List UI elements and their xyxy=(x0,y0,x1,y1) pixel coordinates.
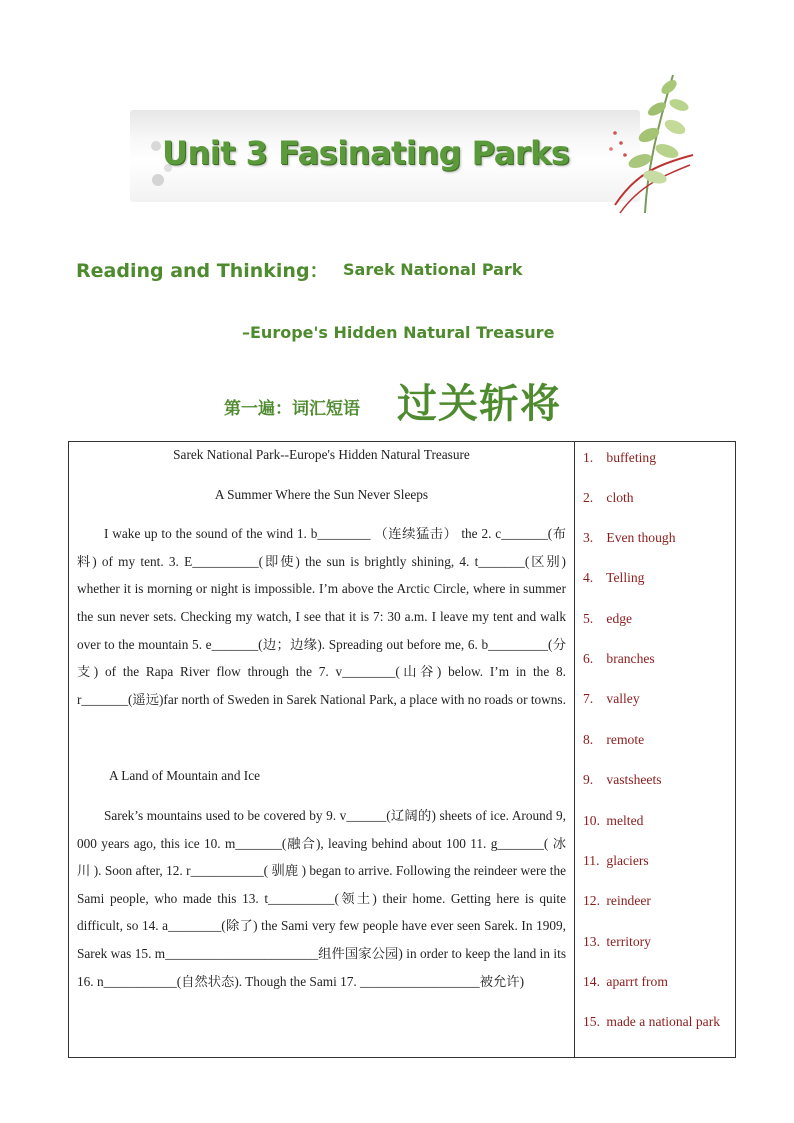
answer-item: 6. branches xyxy=(583,651,655,666)
exercise-table xyxy=(68,441,736,1058)
page-title: Unit 3 Fasinating Parks xyxy=(162,134,570,172)
answer-item: 14. aparrt from xyxy=(583,974,668,989)
section-heading-reading: Reading and Thinking： xyxy=(76,260,329,282)
answer-item: 12. reindeer xyxy=(583,893,651,908)
passage-subtitle-1: A Summer Where the Sun Never Sleeps xyxy=(214,486,429,502)
answer-column xyxy=(575,442,735,1057)
answer-item: 3. Even though xyxy=(583,530,676,545)
passage-title: Sarek National Park--Europe's Hidden Natural Treasure xyxy=(173,447,470,462)
passage-column xyxy=(69,442,575,1057)
answer-item: 10. melted xyxy=(583,813,644,828)
answer-item: 13. territory xyxy=(583,934,651,949)
answer-item: 5. edge xyxy=(583,611,633,626)
answer-item: 7. valley xyxy=(583,691,640,706)
answer-item: 9. vastsheets xyxy=(583,772,662,787)
passage-paragraph-1: I wake up to the sound of the wind 1. b________ （连续猛击） the 2. c_______(布料) of my tent. 3. E__________(即使) the sun is brightly shining, 4. t_______(区别) whether it is morning or night is impossible. I’m above the Arctic Circle, where in summer the sun never sets. Checking my watch, I see that it is 7: 30 a.m. I leave my tent and walk over to the mountain 5. e_______(边；边缘). Spreading out before me, 6. b_________(分支) of the Rapa River flow through the 7. v________(山谷) below. I’m in the 8. r_______(遥远)far north of Sweden in Sarek National Park, a place with no roads or towns. xyxy=(77,526,566,707)
unit-banner xyxy=(130,100,685,212)
section-heading-europe: –Europe's Hidden Natural Treasure xyxy=(242,323,555,342)
answer-item: 1. buffeting xyxy=(583,450,656,465)
answer-item: 11. glaciers xyxy=(583,853,649,868)
answer-item: 15. made a national park xyxy=(583,1014,721,1029)
answer-item: 4. Telling xyxy=(583,570,645,585)
passage-paragraph-2: Sarek’s mountains used to be covered by 9. v______(辽阔的) sheets of ice. Around 9, 000 years ago, this ice 10. m_______(融合), leaving behind about 100 11. g_______( 冰 川 ). Soon after, 12. r___________( 驯鹿 ) began to arrive. Following the reindeer were the Sami people, who made this 13. t__________(领土) their home. Getting here is quite difficult, so 14. a________(除了) the Sami very few people have ever seen Sarek. In 1909, Sarek was 15. m_______________________组件国家公园) in order to keep the land in its 16. n___________(自然状态). Though the Sami 17. __________________被允许) xyxy=(77,807,566,989)
passage-subtitle-2: A Land of Mountain and Ice xyxy=(109,768,261,784)
section-heading-big: 过关斩将 xyxy=(397,381,561,427)
section-heading-sarek: Sarek National Park xyxy=(343,260,523,279)
section-heading-first-pass: 第一遍：词汇短语 xyxy=(224,399,360,419)
answer-item: 2. cloth xyxy=(583,490,634,505)
leaf-branch-icon xyxy=(585,65,695,215)
answer-item: 8. remote xyxy=(583,732,645,747)
